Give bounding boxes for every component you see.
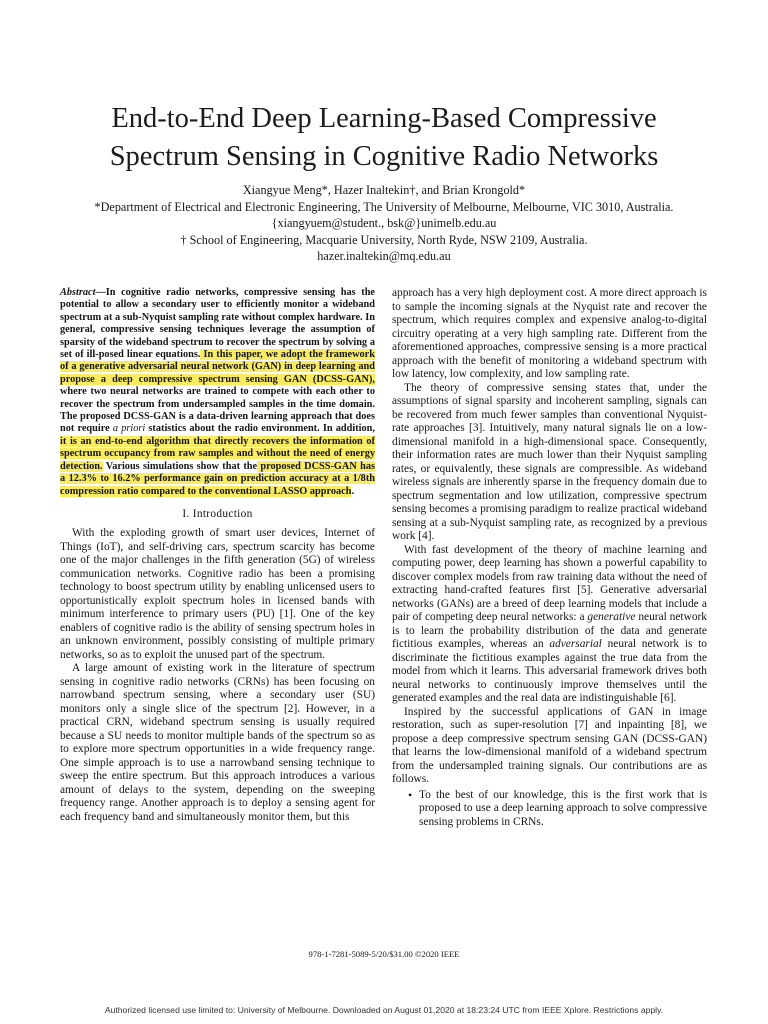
abstract-period: . <box>351 485 355 497</box>
abstract-a-priori: a priori <box>112 423 146 435</box>
author-block <box>40 182 728 265</box>
abstract-text-1: In cognitive radio networks, compressive sensing has the potential to allow a secondary user to efficiently monitor a wideband spectrum at a sub-Nyquist sampling rate without complex hardware. In general, compressive sensing techniques leverage the assumption of sparsity of the wideband spectrum to recover the spectrum by solving a set of ill-posed linear equations. <box>60 287 375 361</box>
license-notice: Authorized licensed use limited to: University of Melbourne. Downloaded on August 01,2020 at 18:23:24 UTC from IEEE Xplore. Restrictions apply. <box>104 1005 664 1015</box>
abstract-highlight-3[interactable]: proposed DCSS-GAN has a 12.3% to 16.2% performance gain on prediction accuracy at a 1/8th compression ratio compared to the conventional LASSO approach <box>60 460 375 497</box>
intro-paragraph-2: A large amount of existing work in the literature of spectrum sensing in cognitive radio networks (CRNs) has been focusing on narrowband spectrum sensing, where a secondary user (SU) monitors only a single slice of the spectrum [2]. However, in a practical CRN, wideband spectrum sensing is usually required because a SU needs to monitor multiple bands of the spectrum so as to explore more spectrum opportunities in a wide frequency range. One simple approach is to use a narrowband sensing technique to sweep the entire spectrum. But this approach introduces a various amount of delays to the system, depending on the sweeping frequency range. Another approach is to deploy a sensing agent for each frequency band and simultaneously monitor them, but this <box>60 662 375 823</box>
contribution-bullet-1: • To the best of our knowledge, this is the first work that is proposed to use a deep learning approach to solve compressive sensing problems in CRNs. <box>392 789 707 830</box>
affiliation-melbourne: *Department of Electrical and Electronic Engineering, The University of Melbourne, Melbourne, VIC 3010, Australia. <box>94 199 674 214</box>
abstract-dash: — <box>95 287 106 298</box>
title-line-1: End-to-End Deep Learning-Based Compressive <box>111 103 657 134</box>
right-paragraph-4: Inspired by the successful applications of GAN in image restoration, such as super-resolution [7] and inpainting [8], we propose a deep compressive spectrum sensing GAN (DCSS-GAN) that learns the low-dimensional manifold of a wideband spectrum from the undersampled training signals. Our contributions are as follows. <box>392 705 707 785</box>
generative-term: generative <box>587 611 636 623</box>
right-paragraph-3-text-c: neural network is to discriminate the fictitious examples against the true data from the model from which it learns. This adversarial framework drives both neural networks to continuously improve themselves until the generated examples and the real data are indistinguishable [6]. <box>392 638 707 704</box>
right-paragraph-1: approach has a very high deployment cost. A more direct approach is to sample the incoming signals at the Nyquist rate and recover the spectrum, which requires complex and expensive analog-to-digital circuitry operating at a very high sampling rate. Different from the aforementioned approaches, compressive sensing is a more practical approach with the benefit of monitoring a wideband spectrum with low latency, low complexity, and low sampling rate. <box>392 287 707 380</box>
right-paragraph-3-text-a: With fast development of the theory of machine learning and computing power, deep learning has shown a powerful capability to discover complex models from raw training data without the need of extracting hand-crafted features first [5]. Generative adversarial networks (GANs) are a breed of deep learning models that include a pair of competing deep neural networks: a <box>392 543 707 623</box>
abstract-highlight-1[interactable]: In this paper, we adopt the framework of a generative adversarial neural network (GAN) in deep learning and propose a deep compressive spectrum sensing GAN (DCSS-GAN), <box>60 349 375 385</box>
adversarial-term: adversarial <box>549 638 602 650</box>
paper-title <box>40 100 728 176</box>
abstract-text-3: statistics about the radio environment. In addition, <box>145 423 375 435</box>
email-macquarie: hazer.inaltekin@mq.edu.au <box>317 249 451 264</box>
abstract-text-2: where two neural networks are trained to compete with each other to recover the spectrum from undersampled samples in the time domain. The proposed DCSS-GAN is a data-driven learning approach that does not require <box>60 386 375 435</box>
abstract-highlight-2[interactable]: it is an end-to-end algorithm that directly recovers the information of spectrum occupancy from raw samples and without the need of energy detection. <box>60 435 375 472</box>
right-column <box>392 287 707 829</box>
abstract-text-4: Various simulations show that the <box>102 460 258 472</box>
left-column <box>60 287 375 824</box>
intro-paragraph-1: With the exploding growth of smart user devices, Internet of Things (IoT), and self-driving cars, spectrum scarcity has become one of the major challenges in the fifth generation (5G) of wireless communication networks. Cognitive radio has been a promising technology to boost spectrum utility by enabling unlicensed users to opportunistically exploit spectrum holes in licensed bands with minimum interference to primary users (PU) [1]. One of the key enablers of cognitive radio is the ability of sensing spectrum holes in an unknown environment, possibly consisting of multiple primary networks, so as to exploit the unused part of the spectrum. <box>60 527 375 661</box>
right-paragraph-2: The theory of compressive sensing states that, under the assumptions of signal sparsity and incoherent sampling, signals can be recovered from much fewer samples than conventional Nyquist-rate approaches [3]. Intuitively, many natural signals lie on a low-dimensional manifold in a high-dimensional space. Consequently, their information rates are much lower than their Nyquist sampling rates, or equivalently, these signals are compressible. As wideband wireless signals are inherently sparse in the frequency domain due to spectrum segmentation and low utilization, compressive spectrum sensing becomes a promising paradigm to realize practical wideband sensing at a sub-Nyquist sampling rate, as recognized by a previous work [4]. <box>392 381 707 542</box>
email-melbourne: {xiangyuem@student., bsk@}unimelb.edu.au <box>271 216 497 231</box>
author-names: Xiangyue Meng*, Hazer Inaltekin†, and Brian Krongold* <box>242 183 526 197</box>
affiliation-macquarie: † School of Engineering, Macquarie University, North Ryde, NSW 2109, Australia. <box>180 232 588 247</box>
right-paragraph-3 <box>392 544 707 706</box>
abstract-label: Abstract <box>60 287 96 298</box>
right-paragraph-3-text-b: neural network is to learn the probability distribution of the data and generate fictitious examples, whereas an <box>392 611 707 650</box>
contributions-list <box>392 789 707 830</box>
copyright-footer: 978-1-7281-5089-5/20/$31.00 ©2020 IEEE <box>308 949 460 959</box>
abstract <box>60 287 375 498</box>
section-heading-introduction: I. Introduction <box>182 507 253 520</box>
title-line-2: Spectrum Sensing in Cognitive Radio Networks <box>109 141 659 172</box>
